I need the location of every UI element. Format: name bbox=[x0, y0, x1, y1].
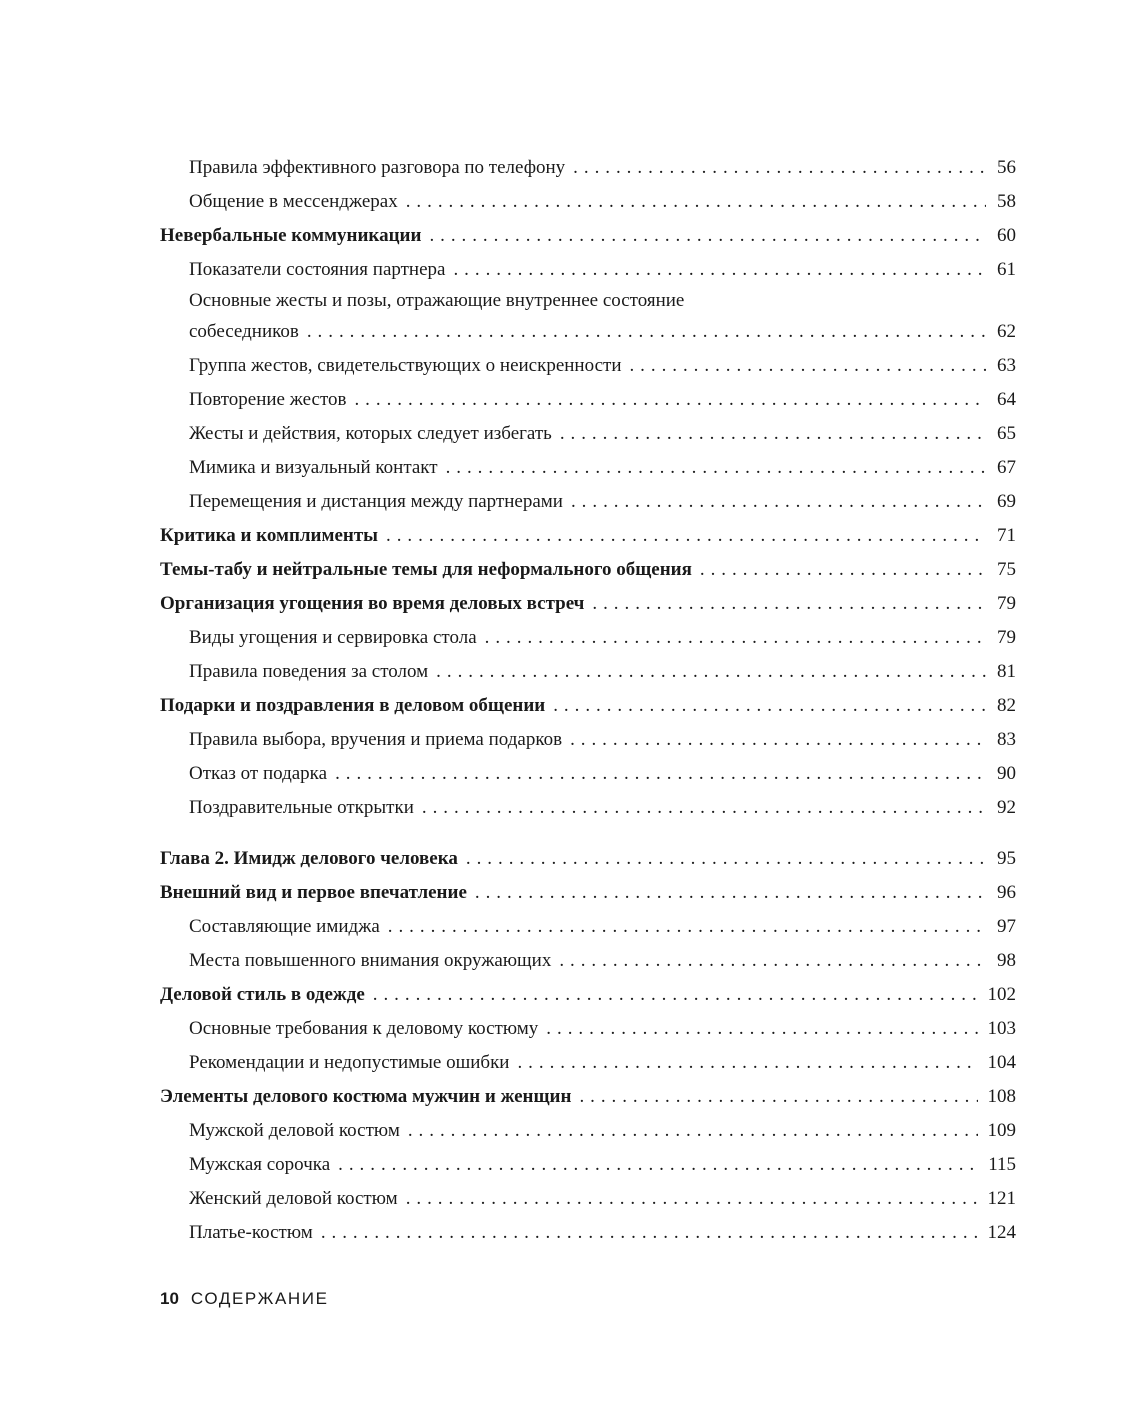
toc-entry-title: Показатели состояния партнера bbox=[189, 259, 446, 280]
toc-subsection-entry bbox=[160, 1012, 1016, 1046]
toc-entry-title: Правила эффективного разговора по телефону bbox=[189, 157, 566, 178]
toc-entry-row bbox=[189, 383, 1016, 417]
toc-entry-title: Невербальные коммуникации bbox=[160, 225, 422, 246]
toc-subsection-entry bbox=[160, 757, 1016, 791]
dot-leader bbox=[553, 689, 986, 723]
toc-entry-page-number: 108 bbox=[987, 1086, 1016, 1107]
dot-leader bbox=[422, 791, 986, 825]
toc-entry-title: Внешний вид и первое впечатление bbox=[160, 882, 467, 903]
toc-entry-page-number: 62 bbox=[997, 321, 1016, 342]
toc-entry-title: Рекомендации и недопустимые ошибки bbox=[189, 1052, 510, 1073]
dot-leader bbox=[446, 451, 986, 485]
toc-entry-title: Жесты и действия, которых следует избегать bbox=[189, 423, 552, 444]
toc-entry-row bbox=[189, 451, 1016, 485]
toc-subsection-entry bbox=[160, 791, 1016, 825]
toc-entry-title: Глава 2. Имидж делового человека bbox=[160, 848, 458, 869]
dot-leader bbox=[386, 519, 986, 553]
toc-subsection-entry bbox=[160, 253, 1016, 287]
toc-entry-page-number: 95 bbox=[997, 848, 1016, 869]
dot-leader bbox=[321, 1216, 978, 1250]
toc-entry-row bbox=[189, 151, 1016, 185]
toc-entry-page-number: 79 bbox=[997, 593, 1016, 614]
toc-entry-row bbox=[189, 791, 1016, 825]
toc-entry-row bbox=[160, 519, 1016, 553]
dot-leader bbox=[517, 1046, 977, 1080]
toc-subsection-entry bbox=[160, 1114, 1016, 1148]
toc-entry-page-number: 81 bbox=[997, 661, 1016, 682]
toc-subsection-entry bbox=[160, 1216, 1016, 1250]
toc-section-entry bbox=[160, 553, 1016, 587]
toc-section-entry bbox=[160, 519, 1016, 553]
toc-entry-row bbox=[160, 842, 1016, 876]
dot-leader bbox=[559, 944, 986, 978]
toc-entry-page-number: 121 bbox=[987, 1188, 1016, 1209]
dot-leader bbox=[573, 151, 986, 185]
toc-entry-title: Правила поведения за столом bbox=[189, 661, 429, 682]
toc-entry-row bbox=[189, 910, 1016, 944]
toc-entry-title: Организация угощения во время деловых встреч bbox=[160, 593, 585, 614]
toc-section-entry bbox=[160, 1080, 1016, 1114]
toc-entry-page-number: 82 bbox=[997, 695, 1016, 716]
dot-leader bbox=[571, 485, 986, 519]
toc-subsection-entry bbox=[160, 383, 1016, 417]
toc-entry-page-number: 64 bbox=[997, 389, 1016, 410]
toc-section-entry bbox=[160, 978, 1016, 1012]
dot-leader bbox=[629, 349, 986, 383]
toc-subsection-entry bbox=[160, 151, 1016, 185]
toc-section-entry bbox=[160, 876, 1016, 910]
toc-entry-row bbox=[160, 978, 1016, 1012]
toc-entry-title: Женский деловой костюм bbox=[189, 1188, 398, 1209]
toc-entry-page-number: 61 bbox=[997, 259, 1016, 280]
toc-entry-page-number: 124 bbox=[987, 1222, 1016, 1243]
toc-entry-page-number: 115 bbox=[988, 1154, 1016, 1175]
dot-leader bbox=[408, 1114, 978, 1148]
toc-entry-title: Темы-табу и нейтральные темы для неформального общения bbox=[160, 559, 692, 580]
toc-entry-row bbox=[189, 1182, 1016, 1216]
dot-leader bbox=[354, 383, 986, 417]
toc-entry-title: Правила выбора, вручения и приема подарков bbox=[189, 729, 563, 750]
toc-entry-title: Основные требования к деловому костюму bbox=[189, 1018, 539, 1039]
dot-leader bbox=[592, 587, 986, 621]
dot-leader bbox=[546, 1012, 977, 1046]
toc-entry-row bbox=[160, 553, 1016, 587]
toc-entry-title: Перемещения и дистанция между партнерами bbox=[189, 491, 563, 512]
toc-entry-page-number: 65 bbox=[997, 423, 1016, 444]
dot-leader bbox=[570, 723, 986, 757]
toc-section-entry bbox=[160, 219, 1016, 253]
toc-subsection-entry bbox=[160, 1046, 1016, 1080]
toc-entry-row bbox=[189, 315, 1016, 349]
toc-entry-page-number: 75 bbox=[997, 559, 1016, 580]
dot-leader bbox=[429, 219, 986, 253]
toc-entry-page-number: 104 bbox=[987, 1052, 1016, 1073]
toc-entry-title: Платье-костюм bbox=[189, 1222, 313, 1243]
toc-entry-page-number: 67 bbox=[997, 457, 1016, 478]
toc-entry-row bbox=[189, 655, 1016, 689]
toc-entry-title: Виды угощения и сервировка стола bbox=[189, 627, 477, 648]
toc-entry-page-number: 103 bbox=[987, 1018, 1016, 1039]
toc-entry-row bbox=[160, 219, 1016, 253]
dot-leader bbox=[436, 655, 986, 689]
toc-subsection-entry bbox=[160, 621, 1016, 655]
toc-entry-row bbox=[189, 1216, 1016, 1250]
toc-entry-title: Критика и комплименты bbox=[160, 525, 378, 546]
dot-leader bbox=[307, 315, 986, 349]
toc-entry-row bbox=[160, 587, 1016, 621]
toc-entry-row bbox=[189, 485, 1016, 519]
toc-entry-title: Мимика и визуальный контакт bbox=[189, 457, 438, 478]
toc-entry-title: Поздравительные открытки bbox=[189, 797, 414, 818]
toc-entry-page-number: 102 bbox=[987, 984, 1016, 1005]
dot-leader bbox=[475, 876, 986, 910]
toc-entry-title: Отказ от подарка bbox=[189, 763, 328, 784]
toc-section-entry bbox=[160, 842, 1016, 876]
toc-subsection-entry bbox=[160, 485, 1016, 519]
dot-leader bbox=[485, 621, 986, 655]
toc-entry-page-number: 60 bbox=[997, 225, 1016, 246]
toc-entry-row bbox=[189, 1114, 1016, 1148]
toc-subsection-entry bbox=[160, 1148, 1016, 1182]
toc-entry-title-line: Основные жесты и позы, отражающие внутреннее состояние bbox=[189, 290, 685, 311]
dot-leader bbox=[373, 978, 978, 1012]
dot-leader bbox=[388, 910, 986, 944]
toc-entry-page-number: 92 bbox=[997, 797, 1016, 818]
page-number: 10 bbox=[160, 1289, 179, 1308]
dot-leader bbox=[406, 1182, 978, 1216]
dot-leader bbox=[338, 1148, 978, 1182]
toc-section-entry bbox=[160, 587, 1016, 621]
dot-leader bbox=[560, 417, 986, 451]
toc-entry-page-number: 69 bbox=[997, 491, 1016, 512]
toc-entry-page-number: 98 bbox=[997, 950, 1016, 971]
toc-subsection-entry bbox=[160, 910, 1016, 944]
toc-entry-title: Мужской деловой костюм bbox=[189, 1120, 400, 1141]
toc-entry-row bbox=[189, 621, 1016, 655]
toc-entry-row bbox=[189, 1148, 1016, 1182]
toc-entry-row bbox=[189, 1012, 1016, 1046]
toc-subsection-entry bbox=[160, 185, 1016, 219]
toc-entry-page-number: 97 bbox=[997, 916, 1016, 937]
toc-entry-page-number: 90 bbox=[997, 763, 1016, 784]
toc-subsection-entry bbox=[160, 944, 1016, 978]
toc-entry-row bbox=[160, 1080, 1016, 1114]
toc-entry-row bbox=[189, 253, 1016, 287]
table-of-contents bbox=[160, 151, 1016, 1250]
toc-subsection-entry bbox=[160, 417, 1016, 451]
toc-entry-row bbox=[189, 757, 1016, 791]
toc-entry-page-number: 58 bbox=[997, 191, 1016, 212]
toc-entry-title: Мужская сорочка bbox=[189, 1154, 331, 1175]
toc-entry-title: Общение в мессенджерах bbox=[189, 191, 398, 212]
toc-entry-title: Подарки и поздравления в деловом общении bbox=[160, 695, 546, 716]
toc-entry-title: Деловой стиль в одежде bbox=[160, 984, 365, 1005]
toc-entry-page-number: 63 bbox=[997, 355, 1016, 376]
toc-entry-row bbox=[189, 185, 1016, 219]
toc-entry-row bbox=[189, 723, 1016, 757]
toc-entry-title: Места повышенного внимания окружающих bbox=[189, 950, 552, 971]
toc-entry-row bbox=[189, 417, 1016, 451]
toc-subsection-entry bbox=[160, 451, 1016, 485]
toc-entry-row bbox=[189, 349, 1016, 383]
toc-subsection-entry bbox=[160, 287, 1016, 349]
toc-entry-page-number: 79 bbox=[997, 627, 1016, 648]
toc-entry-page-number: 83 bbox=[997, 729, 1016, 750]
toc-entry-row bbox=[189, 1046, 1016, 1080]
toc-entry-title: Элементы делового костюма мужчин и женщин bbox=[160, 1086, 572, 1107]
toc-entry-page-number: 109 bbox=[987, 1120, 1016, 1141]
toc-entry-title: Составляющие имиджа bbox=[189, 916, 380, 937]
toc-entry-title: Повторение жестов bbox=[189, 389, 347, 410]
toc-entry-title: собеседников bbox=[189, 321, 299, 342]
dot-leader bbox=[579, 1080, 977, 1114]
toc-section-entry bbox=[160, 689, 1016, 723]
toc-subsection-entry bbox=[160, 655, 1016, 689]
dot-leader bbox=[700, 553, 986, 587]
toc-subsection-entry bbox=[160, 723, 1016, 757]
toc-entry-page-number: 56 bbox=[997, 157, 1016, 178]
toc-subsection-entry bbox=[160, 349, 1016, 383]
toc-entry-row bbox=[160, 689, 1016, 723]
dot-leader bbox=[466, 842, 986, 876]
page-footer bbox=[160, 1289, 329, 1309]
toc-entry-row bbox=[189, 944, 1016, 978]
dot-leader bbox=[453, 253, 986, 287]
toc-entry-page-number: 71 bbox=[997, 525, 1016, 546]
toc-entry-page-number: 96 bbox=[997, 882, 1016, 903]
toc-entry-row bbox=[160, 876, 1016, 910]
toc-entry-title: Группа жестов, свидетельствующих о неискренности bbox=[189, 355, 622, 376]
dot-leader bbox=[406, 185, 986, 219]
toc-subsection-entry bbox=[160, 1182, 1016, 1216]
running-header-section: СОДЕРЖАНИЕ bbox=[190, 1289, 329, 1308]
dot-leader bbox=[335, 757, 986, 791]
